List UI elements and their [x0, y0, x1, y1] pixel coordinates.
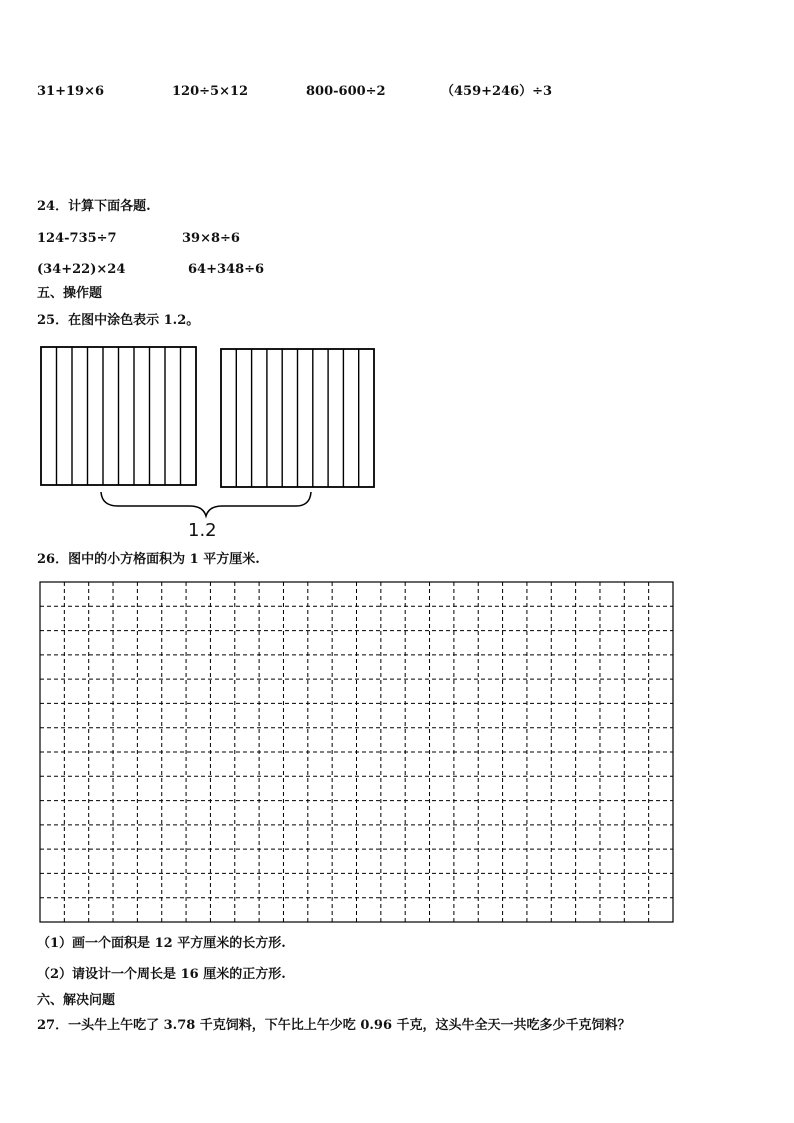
expression-3: 800-600÷2: [306, 84, 386, 99]
q24-expr-b1: (34+22)×24: [37, 262, 126, 277]
q26-title: 26．图中的小方格面积为 1 平方厘米.: [37, 552, 260, 567]
curly-brace: [101, 492, 311, 516]
expression-2: 120÷5×12: [172, 84, 249, 99]
q24-expr-b2: 64+348÷6: [188, 262, 265, 277]
q24-title: 24．计算下面各题.: [37, 199, 151, 214]
section-5-heading: 五、操作题: [37, 286, 103, 301]
square-grid[interactable]: [40, 582, 673, 922]
q24-expr-a1: 124-735÷7: [37, 231, 117, 246]
expression-1: 31+19×6: [37, 84, 105, 99]
q26-sub1: （1）画一个面积是 12 平方厘米的长方形.: [37, 936, 286, 951]
q24-expr-a2: 39×8÷6: [182, 231, 240, 246]
q27-text: 27．一头牛上午吃了 3.78 千克饲料，下午比上午少吃 0.96 千克，这头牛全天一共吃多少千克饲料？: [37, 1018, 631, 1033]
brace-label: 1.2: [188, 520, 217, 541]
strip-rectangle-left[interactable]: [41, 347, 196, 485]
q25-title: 25．在图中涂色表示 1.2。: [37, 313, 200, 328]
strip-rectangle-right[interactable]: [221, 349, 374, 487]
expression-4: （459+246）÷3: [441, 84, 553, 99]
section-6-heading: 六、解决问题: [37, 993, 116, 1008]
q26-sub2: （2）请设计一个周长是 16 厘米的正方形.: [37, 967, 286, 982]
